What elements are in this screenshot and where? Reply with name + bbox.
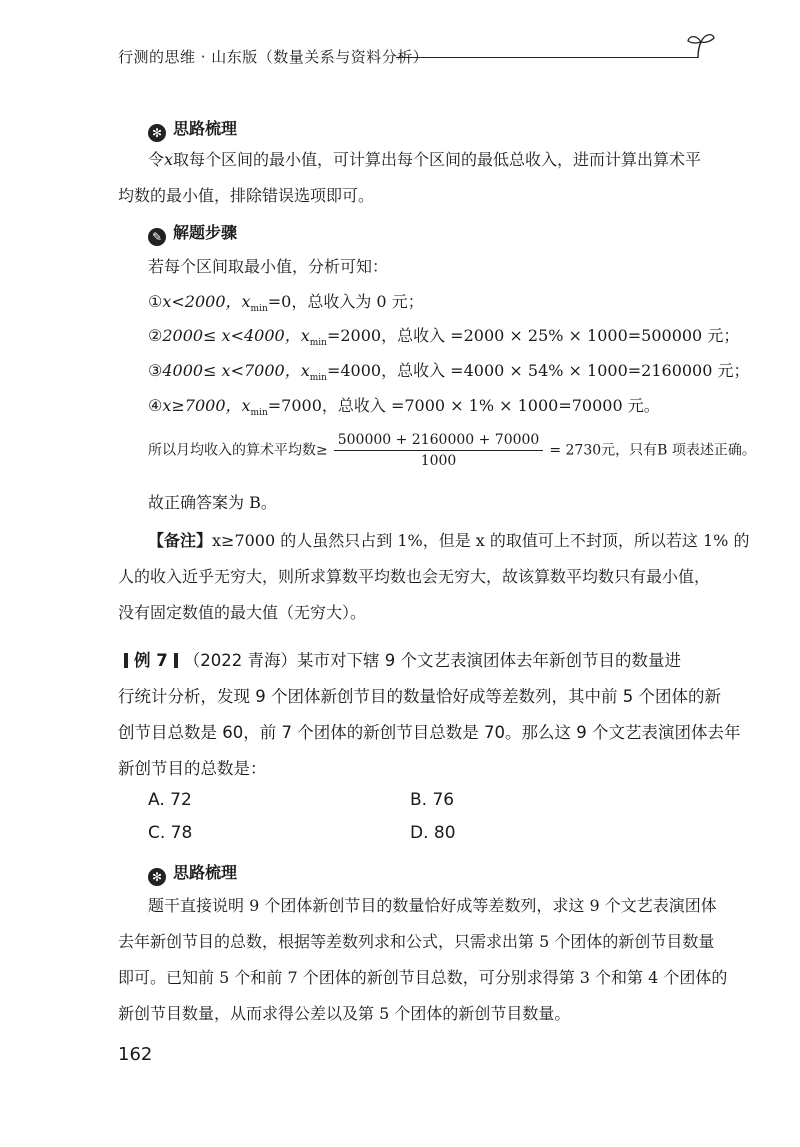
fraction-denominator: 1000 — [420, 453, 457, 469]
sprout-icon — [686, 28, 716, 62]
step-result: =2000，总收入 =2000 × 25% × 1000=500000 元； — [326, 326, 740, 345]
average-formula — [148, 432, 756, 469]
option-d: D. 80 — [410, 823, 456, 843]
fraction — [334, 432, 544, 469]
note-line-1 — [148, 528, 749, 551]
variable-x: x — [300, 326, 310, 345]
subscript: min — [309, 373, 327, 384]
section-heading-text: 思路梳理 — [173, 863, 238, 882]
section-heading-text: 思路梳理 — [173, 119, 238, 138]
fraction-numerator: 500000 + 2160000 + 70000 — [334, 432, 544, 451]
note-line-3: 没有固定数值的最大值（无穷大）。 — [118, 603, 367, 622]
step-condition: 2000≤ x<4000， — [162, 326, 301, 345]
step-condition: x<2000， — [162, 292, 242, 311]
variable-x: x — [241, 292, 251, 311]
subscript: min — [309, 338, 327, 349]
example-line-1 — [118, 643, 681, 679]
text-fragment: 取每个区间的最小值，可计算出每个区间的最低总收入，进而计算出算术平 — [173, 150, 702, 169]
analysis2-line-1: 题干直接说明 9 个团体新创节目的数量恰好成等差数列，求这 9 个文艺表演团体 — [148, 896, 717, 915]
header-rule — [396, 57, 698, 58]
running-header: 行测的思维 · 山东版（数量关系与资料分析） — [118, 48, 429, 66]
example-line-2: 行统计分析，发现 9 个团体新创节目的数量恰好成等差数列，其中前 5 个团体的新 — [118, 687, 721, 706]
example-line-4: 新创节目的总数是： — [118, 759, 267, 778]
step-2 — [148, 323, 739, 348]
gear-icon: ✻ — [148, 868, 166, 886]
section-heading-analysis-2 — [148, 860, 237, 886]
analysis2-line-2: 去年新创节目的总数，根据等差数列求和公式，只需求出第 5 个团体的新创节目数量 — [118, 932, 715, 951]
subscript: min — [250, 304, 268, 315]
step-number: ① — [148, 292, 163, 311]
formula-suffix: = 2730元，只有B 项表述正确。 — [549, 442, 756, 459]
subscript: min — [250, 408, 268, 419]
formula-prefix: 所以月均收入的算术平均数≥ — [148, 442, 328, 459]
note-text: x≥7000 的人虽然只占到 1%，但是 x 的取值可上不封顶，所以若这 1% 的 — [212, 531, 750, 550]
step-1 — [148, 289, 424, 314]
text-fragment: 令 — [148, 150, 165, 169]
step-condition: x≥7000， — [162, 396, 242, 415]
pencil-icon: ✎ — [148, 228, 166, 246]
step-number: ④ — [148, 396, 163, 415]
page-number: 162 — [118, 1044, 153, 1065]
gear-icon: ✻ — [148, 124, 166, 142]
step-result: =7000，总收入 =7000 × 1% × 1000=70000 元。 — [267, 396, 660, 415]
section-heading-steps — [148, 220, 237, 246]
step-condition: 4000≤ x<7000， — [162, 361, 301, 380]
analysis2-line-4: 新创节目数量，从而求得公差以及第 5 个团体的新创节目数量。 — [118, 1004, 571, 1023]
example-tag: 例 7 — [134, 651, 168, 670]
example-line-3: 创节目总数是 60，前 7 个团体的新创节目总数是 70。那么这 9 个文艺表演团体去年 — [118, 723, 741, 742]
section-heading-analysis — [148, 116, 237, 142]
question-text: （2022 青海）某市对下辖 9 个文艺表演团体去年新创节目的数量进 — [183, 651, 681, 670]
tag-bar-right — [174, 653, 178, 668]
step-number: ③ — [148, 361, 163, 380]
answer-text: 故正确答案为 B。 — [148, 493, 277, 512]
note-line-2: 人的收入近乎无穷大，则所求算数平均数也会无穷大，故该算数平均数只有最小值， — [118, 567, 711, 586]
steps-intro: 若每个区间取最小值，分析可知： — [148, 257, 389, 276]
step-result: =4000，总收入 =4000 × 54% × 1000=2160000 元； — [326, 361, 750, 380]
variable-x: x — [164, 150, 174, 169]
tag-bar-left — [124, 653, 128, 668]
option-c: C. 78 — [148, 823, 193, 843]
variable-x: x — [300, 361, 310, 380]
option-b: B. 76 — [410, 790, 455, 810]
analysis-line-1 — [148, 147, 701, 170]
option-a: A. 72 — [148, 790, 192, 810]
step-3 — [148, 358, 750, 383]
section-heading-text: 解题步骤 — [173, 223, 238, 242]
variable-x: x — [241, 396, 251, 415]
step-number: ② — [148, 326, 163, 345]
analysis2-line-3: 即可。已知前 5 个和前 7 个团体的新创节目总数，可分别求得第 3 个和第 4 个团体的 — [118, 968, 728, 987]
step-4 — [148, 393, 660, 418]
step-result: =0，总收入为 0 元； — [267, 292, 424, 311]
note-tag: 【备注】 — [148, 531, 213, 550]
analysis-line-2: 均数的最小值，排除错误选项即可。 — [118, 186, 375, 205]
